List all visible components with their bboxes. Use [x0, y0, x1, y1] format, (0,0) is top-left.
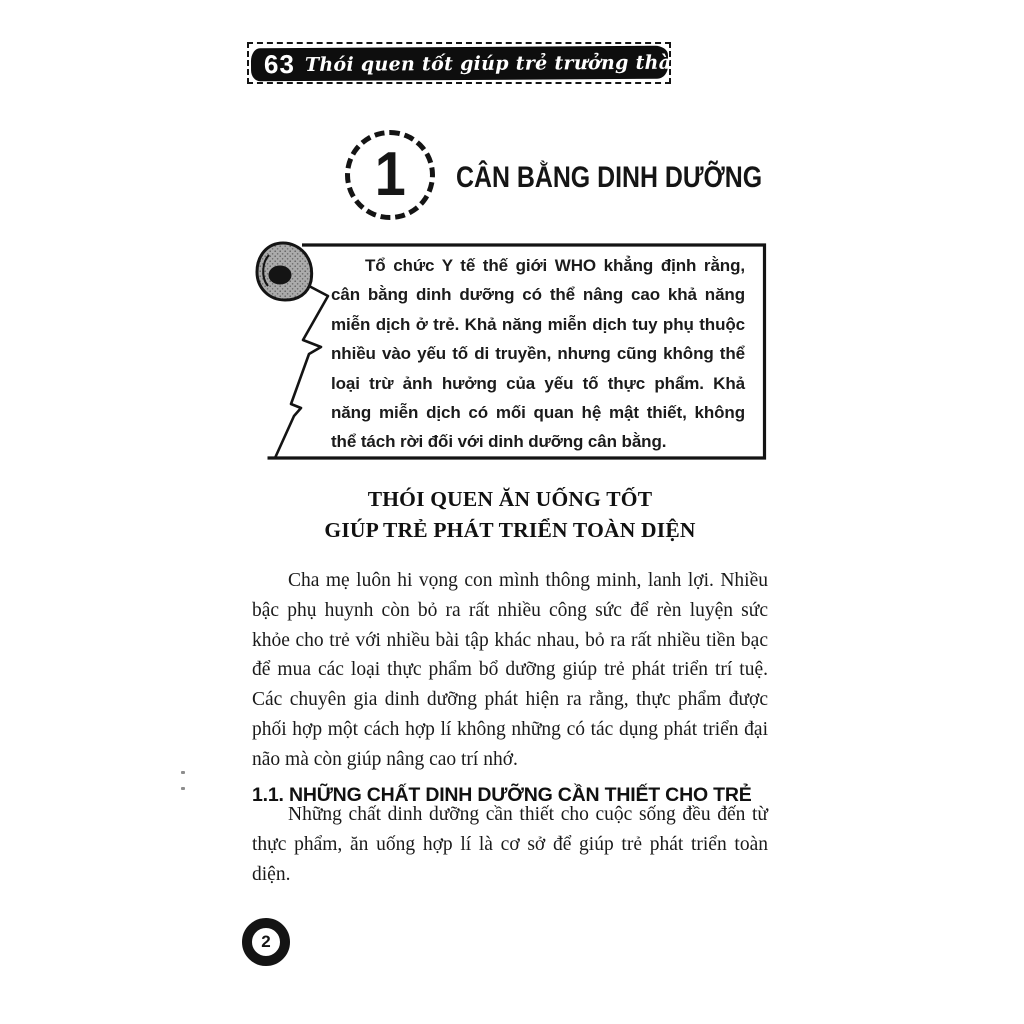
quote-text: Tổ chức Y tế thế giới WHO khẳng định rằng, cân bằng dinh dưỡng có thể nâng cao khả năng miễn dịch ở trẻ. Khả năng miễn dịch tuy phụ thuộc nhiều vào yếu tố di truyền, nhưng cũng không thể loại trừ ảnh hưởng của yếu tố thực phẩm. Khả năng miễn dịch có mối quan hệ mật thiết, không thể tách rời đối với dinh dưỡng cân bằng. [331, 256, 745, 452]
section-heading-line1: THÓI QUEN ĂN UỐNG TỐT [367, 487, 653, 511]
page-number: 2 [261, 932, 271, 951]
scan-artifact-dot [181, 787, 185, 790]
scan-artifact-dot [181, 771, 185, 774]
header-book-title: Thói quen tốt giúp trẻ trưởng thành [304, 51, 700, 76]
body-paragraph-2: Những chất dinh dưỡng cần thiết cho cuộc sống đều đến từ thực phẩm, ăn uống hợp lí là cơ sở để giúp trẻ phát triển toàn diện. [252, 804, 768, 885]
scroll-curl-icon [257, 243, 312, 300]
chapter-number-badge [345, 130, 435, 220]
chapter-number: 1 [374, 140, 406, 209]
body-paragraph-1: Cha mẹ luôn hi vọng con mình thông minh, lanh lợi. Nhiều bậc phụ huynh còn bỏ ra rất nhiều công sức để rèn luyện sức khỏe cho trẻ với nhiều bài tập khác nhau, bỏ ra rất nhiều tiền bạc để mua các loại thực phẩm bổ dưỡng giúp trẻ phát triển trí tuệ. Các chuyên gia dinh dưỡng phát hiện ra rằng, thực phẩm được phối hợp một cách hợp lí không những có tác dụng phát triển đại não mà còn giúp nâng cao trí nhớ. [252, 570, 768, 770]
chapter-title: CÂN BẰNG DINH DƯỠNG [456, 161, 763, 194]
subsection-heading: 1.1. NHỮNG CHẤT DINH DƯỠNG CẦN THIẾT CHO TRẺ [252, 784, 752, 806]
header-book-number: 63 [263, 49, 296, 80]
section-heading [252, 484, 768, 546]
section-heading-line2: GIÚP TRẺ PHÁT TRIỂN TOÀN DIỆN [324, 518, 696, 542]
header-banner [251, 46, 700, 82]
page-number-badge [242, 918, 290, 966]
